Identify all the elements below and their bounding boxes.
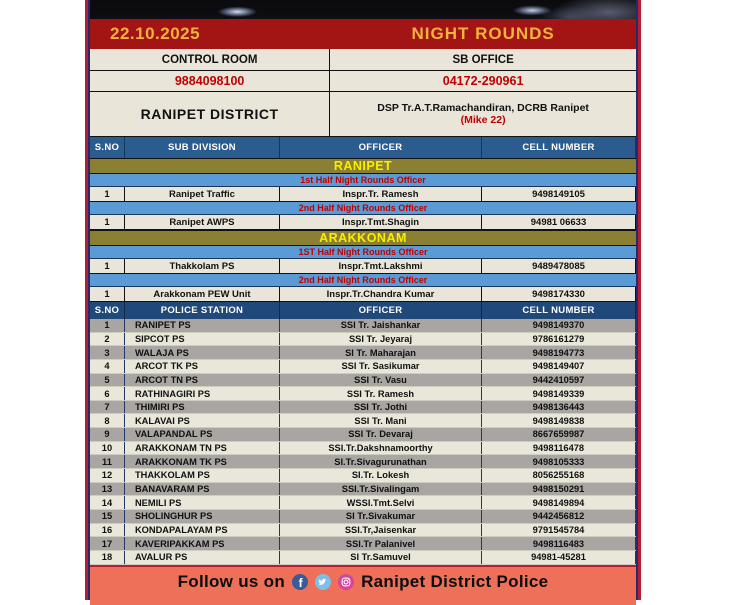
station-sno: 15 (90, 510, 125, 523)
station-name: ARCOT TN PS (125, 374, 280, 387)
station-row (90, 387, 636, 401)
station-sno: 9 (90, 428, 125, 441)
station-officer: WSSI.Tmt.Selvi (280, 496, 482, 509)
station-cell-number: 8056255168 (482, 469, 636, 482)
station-cell-number: 9498149838 (482, 414, 636, 427)
rounds-cell-number: 94981 06633 (482, 215, 636, 229)
station-row (90, 319, 636, 333)
station-sno: 12 (90, 469, 125, 482)
station-name: RATHINAGIRI PS (125, 387, 280, 400)
control-room-phone: 9884098100 (90, 71, 330, 91)
half-rounds-label: 2nd Half Night Rounds Officer (90, 274, 636, 287)
station-officer: SSI Tr. Jaishankar (280, 319, 482, 332)
station-name: NEMILI PS (125, 496, 280, 509)
station-row (90, 374, 636, 388)
station-cell-number: 9498116483 (482, 537, 636, 550)
station-cell-number: 9498136443 (482, 401, 636, 414)
sb-office-phone: 04172-290961 (442, 74, 524, 88)
office-phones-row (90, 71, 636, 92)
station-sno: 1 (90, 319, 125, 332)
section-band: ARAKKONAM (90, 230, 636, 246)
station-sno: 18 (90, 551, 125, 564)
rounds-sno: 1 (90, 287, 125, 301)
station-cell-number: 9498149370 (482, 319, 636, 332)
station-row (90, 510, 636, 524)
rounds-subdivision: Thakkolam PS (125, 259, 280, 273)
station-sno: 8 (90, 414, 125, 427)
station-row (90, 524, 636, 538)
station-sno: 14 (90, 496, 125, 509)
instagram-icon (338, 574, 354, 590)
station-name: KALAVAI PS (125, 414, 280, 427)
station-cell-number: 9498194773 (482, 346, 636, 359)
rounds-subdivision: Ranipet AWPS (125, 215, 280, 229)
rounds-table-header (90, 137, 636, 158)
station-row (90, 442, 636, 456)
station-sno: 16 (90, 524, 125, 537)
station-officer: SSI Tr. Ramesh (280, 387, 482, 400)
col-header-subdivision: SUB DIVISION (125, 137, 280, 158)
station-name: KAVERIPAKKAM PS (125, 537, 280, 550)
station-officer: SSI.Tr Palanivel (280, 537, 482, 550)
station-sno: 4 (90, 360, 125, 373)
page-title: NIGHT ROUNDS (411, 24, 555, 43)
station-sno: 5 (90, 374, 125, 387)
station-officer: SSI.Tr,Jaisenkar (280, 524, 482, 537)
station-row (90, 483, 636, 497)
station-cell-number: 9498149407 (482, 360, 636, 373)
twitter-icon (315, 574, 331, 590)
col-header-officer: OFFICER (280, 137, 482, 158)
col-header-sno: S.NO (90, 137, 125, 158)
station-officer: SSI Tr. Devaraj (280, 428, 482, 441)
station-row (90, 496, 636, 510)
dsp-callsign: (Mike 22) (460, 114, 506, 126)
station-name: THIMIRI PS (125, 401, 280, 414)
rounds-cell-number: 9498174330 (482, 287, 636, 301)
station-cell-number: 9498150291 (482, 483, 636, 496)
rounds-table-body (90, 158, 636, 302)
station-name: AVALUR PS (125, 551, 280, 564)
station-officer: SI.Tr. Lokesh (280, 469, 482, 482)
station-cell-number: 9791545784 (482, 524, 636, 537)
rounds-sno: 1 (90, 215, 125, 229)
station-cell-number: 9498105333 (482, 455, 636, 468)
rounds-officer: Inspr.Tr.Chandra Kumar (280, 287, 482, 301)
station-officer: SSI Tr. Mani (280, 414, 482, 427)
station-name: ARAKKONAM TN PS (125, 442, 280, 455)
poster-frame (88, 0, 638, 600)
station-row (90, 428, 636, 442)
rounds-officer: Inspr.Tr. Ramesh (280, 187, 482, 201)
stations-table-body (90, 319, 636, 565)
station-sno: 11 (90, 455, 125, 468)
station-row (90, 346, 636, 360)
station-officer: SI Tr. Maharajan (280, 346, 482, 359)
station-row (90, 469, 636, 483)
col-header-sno: S.NO (90, 302, 125, 319)
rounds-cell-number: 9489478085 (482, 259, 636, 273)
station-name: RANIPET PS (125, 319, 280, 332)
sb-office-label: SB OFFICE (452, 53, 514, 66)
rounds-officer: Inspr.Tmt.Lakshmi (280, 259, 482, 273)
station-officer: SI.Tr.Sivagurunathan (280, 455, 482, 468)
col-header-cell: CELL NUMBER (482, 302, 636, 319)
station-name: ARCOT TK PS (125, 360, 280, 373)
station-officer: SSI Tr. Jeyaraj (280, 333, 482, 346)
station-cell-number: 9786161279 (482, 333, 636, 346)
station-name: KONDAPALAYAM PS (125, 524, 280, 537)
night-rounds-poster (85, 0, 641, 600)
station-name: THAKKOLAM PS (125, 469, 280, 482)
section-band: RANIPET (90, 158, 636, 174)
station-officer: SSI Tr. Jothi (280, 401, 482, 414)
rounds-subdivision: Ranipet Traffic (125, 187, 280, 201)
rounds-row (90, 287, 636, 302)
station-name: SIPCOT PS (125, 333, 280, 346)
footer-page-name: Ranipet District Police (361, 571, 549, 591)
control-room-label: CONTROL ROOM (90, 49, 330, 70)
station-row (90, 455, 636, 469)
station-name: VALAPANDAL PS (125, 428, 280, 441)
station-sno: 13 (90, 483, 125, 496)
half-rounds-label: 1ST Half Night Rounds Officer (90, 246, 636, 259)
station-name: WALAJA PS (125, 346, 280, 359)
station-officer: SI Tr.Sivakumar (280, 510, 482, 523)
col-header-officer: OFFICER (280, 302, 482, 319)
dsp-officer-name: DSP Tr.A.T.Ramachandiran, DCRB Ranipet (377, 102, 589, 114)
station-sno: 7 (90, 401, 125, 414)
district-name: RANIPET DISTRICT (90, 92, 330, 136)
dsp-officer-cell (330, 92, 636, 136)
rounds-row (90, 187, 636, 202)
station-cell-number: 9442410597 (482, 374, 636, 387)
rounds-cell-number: 9498149105 (482, 187, 636, 201)
station-row (90, 401, 636, 415)
station-row (90, 360, 636, 374)
follow-us-text: Follow us on (177, 571, 286, 591)
station-row (90, 537, 636, 551)
stations-table-header (90, 302, 636, 319)
station-officer: SI Tr.Samuvel (280, 551, 482, 564)
half-rounds-label: 2nd Half Night Rounds Officer (90, 202, 636, 215)
station-sno: 10 (90, 442, 125, 455)
station-cell-number: 9442456812 (482, 510, 636, 523)
col-header-station: POLICE STATION (125, 302, 280, 319)
rounds-sno: 1 (90, 259, 125, 273)
facebook-icon (292, 574, 308, 590)
station-sno: 6 (90, 387, 125, 400)
station-officer: SSI Tr. Sasikumar (280, 360, 482, 373)
station-row (90, 333, 636, 347)
station-cell-number: 9498149894 (482, 496, 636, 509)
station-name: BANAVARAM PS (125, 483, 280, 496)
station-cell-number: 8667659987 (482, 428, 636, 441)
office-labels-row (90, 49, 636, 71)
police-vehicle-night-photo (90, 0, 636, 19)
footer-bar (90, 565, 636, 605)
rounds-sno: 1 (90, 187, 125, 201)
station-officer: SSI Tr. Vasu (280, 374, 482, 387)
rounds-row (90, 215, 636, 230)
rounds-subdivision: Arakkonam PEW Unit (125, 287, 280, 301)
rounds-row (90, 259, 636, 274)
station-cell-number: 9498149339 (482, 387, 636, 400)
rounds-officer: Inspr.Tmt.Shagin (280, 215, 482, 229)
date-label: 22.10.2025 (110, 24, 201, 43)
district-row (90, 92, 636, 137)
station-row (90, 551, 636, 565)
station-name: SHOLINGHUR PS (125, 510, 280, 523)
title-bar (90, 19, 636, 49)
station-officer: SSI.Tr.Sivalingam (280, 483, 482, 496)
station-sno: 17 (90, 537, 125, 550)
station-cell-number: 9498116478 (482, 442, 636, 455)
half-rounds-label: 1st Half Night Rounds Officer (90, 174, 636, 187)
station-row (90, 414, 636, 428)
station-officer: SSI.Tr.Dakshnamoorthy (280, 442, 482, 455)
col-header-cell: CELL NUMBER (482, 137, 636, 158)
station-name: ARAKKONAM TK PS (125, 455, 280, 468)
station-sno: 2 (90, 333, 125, 346)
station-sno: 3 (90, 346, 125, 359)
svg-text:f: f (298, 575, 303, 590)
station-cell-number: 94981-45281 (482, 551, 636, 564)
